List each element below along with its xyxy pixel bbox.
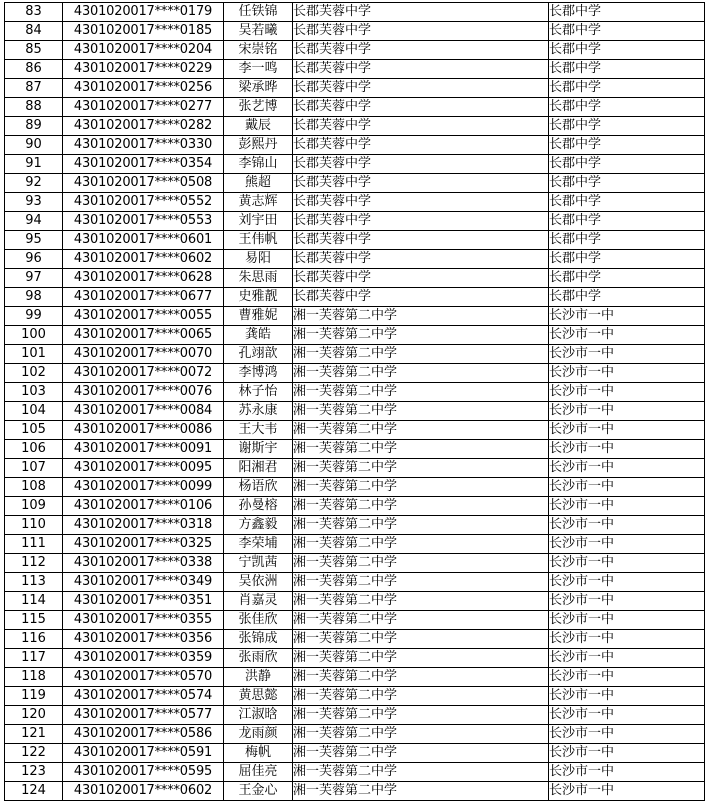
school-cell: 长郡中学 [549,174,705,193]
exam-site-cell: 湘一芙蓉第二中学 [293,668,549,687]
school-cell: 长沙市一中 [549,630,705,649]
row-number-cell: 86 [5,60,63,79]
table-row [5,345,705,364]
exam-site-cell: 长郡芙蓉中学 [293,193,549,212]
exam-site-cell: 湘一芙蓉第二中学 [293,630,549,649]
row-number-cell: 121 [5,725,63,744]
exam-id-cell: 4301020017****0091 [63,440,224,459]
table-row [5,41,705,60]
student-name-cell: 龙雨颜 [224,725,293,744]
exam-id-cell: 4301020017****0356 [63,630,224,649]
exam-id-cell: 4301020017****0602 [63,782,224,801]
table-row [5,497,705,516]
exam-site-cell: 长郡芙蓉中学 [293,22,549,41]
table-row [5,212,705,231]
exam-site-cell: 长郡芙蓉中学 [293,288,549,307]
student-name-cell: 宁凯茜 [224,554,293,573]
table-row [5,440,705,459]
exam-id-cell: 4301020017****0354 [63,155,224,174]
table-row [5,763,705,782]
student-name-cell: 朱思雨 [224,269,293,288]
row-number-cell: 91 [5,155,63,174]
row-number-cell: 84 [5,22,63,41]
student-name-cell: 宋崇铭 [224,41,293,60]
exam-id-cell: 4301020017****0602 [63,250,224,269]
exam-id-cell: 4301020017****0185 [63,22,224,41]
student-name-cell: 肖嘉灵 [224,592,293,611]
school-cell: 长郡中学 [549,193,705,212]
row-number-cell: 107 [5,459,63,478]
table-row [5,668,705,687]
student-name-cell: 江淑晗 [224,706,293,725]
table-row [5,782,705,801]
exam-id-cell: 4301020017****0351 [63,592,224,611]
exam-site-cell: 湘一芙蓉第二中学 [293,497,549,516]
row-number-cell: 115 [5,611,63,630]
row-number-cell: 111 [5,535,63,554]
exam-site-cell: 湘一芙蓉第二中学 [293,535,549,554]
exam-id-cell: 4301020017****0055 [63,307,224,326]
student-name-cell: 李博鸿 [224,364,293,383]
row-number-cell: 99 [5,307,63,326]
row-number-cell: 83 [5,3,63,22]
exam-id-cell: 4301020017****0065 [63,326,224,345]
school-cell: 长沙市一中 [549,402,705,421]
table-row [5,98,705,117]
school-cell: 长郡中学 [549,136,705,155]
exam-id-cell: 4301020017****0179 [63,3,224,22]
table-row [5,174,705,193]
school-cell: 长沙市一中 [549,554,705,573]
row-number-cell: 110 [5,516,63,535]
school-cell: 长沙市一中 [549,516,705,535]
student-name-cell: 张佳欣 [224,611,293,630]
exam-id-cell: 4301020017****0349 [63,573,224,592]
table-row [5,516,705,535]
student-name-cell: 屈佳亮 [224,763,293,782]
school-cell: 长沙市一中 [549,706,705,725]
school-cell: 长沙市一中 [549,345,705,364]
row-number-cell: 89 [5,117,63,136]
row-number-cell: 94 [5,212,63,231]
student-name-cell: 李荣埔 [224,535,293,554]
row-number-cell: 118 [5,668,63,687]
exam-id-cell: 4301020017****0084 [63,402,224,421]
row-number-cell: 109 [5,497,63,516]
row-number-cell: 120 [5,706,63,725]
student-name-cell: 任铁锦 [224,3,293,22]
exam-id-cell: 4301020017****0204 [63,41,224,60]
table-row [5,326,705,345]
school-cell: 长沙市一中 [549,497,705,516]
row-number-cell: 102 [5,364,63,383]
exam-id-cell: 4301020017****0330 [63,136,224,155]
school-cell: 长郡中学 [549,212,705,231]
exam-id-cell: 4301020017****0338 [63,554,224,573]
table-row [5,136,705,155]
table-row [5,3,705,22]
row-number-cell: 96 [5,250,63,269]
school-cell: 长郡中学 [549,3,705,22]
student-name-cell: 杨语欣 [224,478,293,497]
school-cell: 长沙市一中 [549,592,705,611]
table-row [5,22,705,41]
row-number-cell: 101 [5,345,63,364]
exam-id-cell: 4301020017****0570 [63,668,224,687]
student-name-cell: 洪静 [224,668,293,687]
school-cell: 长郡中学 [549,60,705,79]
student-name-cell: 史雅靓 [224,288,293,307]
exam-site-cell: 湘一芙蓉第二中学 [293,478,549,497]
school-cell: 长郡中学 [549,22,705,41]
row-number-cell: 117 [5,649,63,668]
row-number-cell: 97 [5,269,63,288]
student-name-cell: 王金心 [224,782,293,801]
student-name-cell: 彭熙丹 [224,136,293,155]
student-name-cell: 戴辰 [224,117,293,136]
school-cell: 长沙市一中 [549,611,705,630]
student-name-cell: 林子怡 [224,383,293,402]
exam-id-cell: 4301020017****0552 [63,193,224,212]
exam-site-cell: 湘一芙蓉第二中学 [293,782,549,801]
row-number-cell: 95 [5,231,63,250]
school-cell: 长沙市一中 [549,573,705,592]
exam-site-cell: 湘一芙蓉第二中学 [293,573,549,592]
exam-id-cell: 4301020017****0099 [63,478,224,497]
exam-site-cell: 长郡芙蓉中学 [293,79,549,98]
school-cell: 长郡中学 [549,231,705,250]
school-cell: 长郡中学 [549,79,705,98]
row-number-cell: 93 [5,193,63,212]
row-number-cell: 119 [5,687,63,706]
student-name-cell: 苏永康 [224,402,293,421]
table-row [5,630,705,649]
table-row [5,364,705,383]
exam-id-cell: 4301020017****0076 [63,383,224,402]
exam-site-cell: 湘一芙蓉第二中学 [293,687,549,706]
exam-id-cell: 4301020017****0277 [63,98,224,117]
exam-site-cell: 湘一芙蓉第二中学 [293,402,549,421]
exam-site-cell: 湘一芙蓉第二中学 [293,649,549,668]
student-name-cell: 方鑫毅 [224,516,293,535]
student-name-cell: 阳湘君 [224,459,293,478]
exam-id-cell: 4301020017****0595 [63,763,224,782]
student-name-cell: 梅帆 [224,744,293,763]
exam-site-cell: 湘一芙蓉第二中学 [293,364,549,383]
table-row [5,611,705,630]
school-cell: 长郡中学 [549,41,705,60]
student-name-cell: 刘宇田 [224,212,293,231]
exam-site-cell: 长郡芙蓉中学 [293,41,549,60]
row-number-cell: 116 [5,630,63,649]
student-name-cell: 梁承晔 [224,79,293,98]
school-cell: 长郡中学 [549,269,705,288]
row-number-cell: 90 [5,136,63,155]
student-name-cell: 王伟帆 [224,231,293,250]
table-row [5,117,705,136]
exam-site-cell: 湘一芙蓉第二中学 [293,326,549,345]
exam-id-cell: 4301020017****0553 [63,212,224,231]
exam-site-cell: 湘一芙蓉第二中学 [293,307,549,326]
table-row [5,687,705,706]
exam-id-cell: 4301020017****0355 [63,611,224,630]
student-name-cell: 黄思懿 [224,687,293,706]
school-cell: 长沙市一中 [549,763,705,782]
exam-site-cell: 湘一芙蓉第二中学 [293,592,549,611]
school-cell: 长沙市一中 [549,535,705,554]
table-row [5,554,705,573]
row-number-cell: 103 [5,383,63,402]
exam-id-cell: 4301020017****0325 [63,535,224,554]
row-number-cell: 98 [5,288,63,307]
row-number-cell: 105 [5,421,63,440]
row-number-cell: 122 [5,744,63,763]
exam-site-cell: 湘一芙蓉第二中学 [293,516,549,535]
student-name-cell: 熊超 [224,174,293,193]
exam-site-cell: 湘一芙蓉第二中学 [293,459,549,478]
exam-site-cell: 长郡芙蓉中学 [293,269,549,288]
table-row [5,60,705,79]
exam-id-cell: 4301020017****0086 [63,421,224,440]
exam-site-cell: 长郡芙蓉中学 [293,155,549,174]
student-name-cell: 张雨欣 [224,649,293,668]
exam-site-cell: 长郡芙蓉中学 [293,117,549,136]
school-cell: 长郡中学 [549,98,705,117]
exam-id-cell: 4301020017****0586 [63,725,224,744]
exam-id-cell: 4301020017****0282 [63,117,224,136]
exam-id-cell: 4301020017****0577 [63,706,224,725]
table-row [5,383,705,402]
row-number-cell: 85 [5,41,63,60]
student-name-cell: 孔翊歆 [224,345,293,364]
table-row [5,706,705,725]
exam-id-cell: 4301020017****0359 [63,649,224,668]
table-row [5,402,705,421]
school-cell: 长郡中学 [549,117,705,136]
student-name-cell: 李一鸣 [224,60,293,79]
school-cell: 长沙市一中 [549,687,705,706]
table-row [5,573,705,592]
school-cell: 长沙市一中 [549,668,705,687]
school-cell: 长沙市一中 [549,478,705,497]
student-name-cell: 吴依洲 [224,573,293,592]
school-cell: 长沙市一中 [549,421,705,440]
table-row [5,649,705,668]
exam-site-cell: 湘一芙蓉第二中学 [293,440,549,459]
exam-id-cell: 4301020017****0574 [63,687,224,706]
student-name-cell: 孙曼榕 [224,497,293,516]
row-number-cell: 114 [5,592,63,611]
row-number-cell: 123 [5,763,63,782]
student-name-cell: 黄志辉 [224,193,293,212]
school-cell: 长沙市一中 [549,440,705,459]
table-row [5,725,705,744]
exam-site-cell: 湘一芙蓉第二中学 [293,554,549,573]
exam-id-cell: 4301020017****0318 [63,516,224,535]
school-cell: 长沙市一中 [549,744,705,763]
row-number-cell: 104 [5,402,63,421]
row-number-cell: 108 [5,478,63,497]
row-number-cell: 113 [5,573,63,592]
exam-id-cell: 4301020017****0070 [63,345,224,364]
table-row [5,79,705,98]
school-cell: 长沙市一中 [549,364,705,383]
exam-site-cell: 湘一芙蓉第二中学 [293,706,549,725]
table-row [5,478,705,497]
student-name-cell: 张锦成 [224,630,293,649]
exam-id-cell: 4301020017****0508 [63,174,224,193]
table-row [5,535,705,554]
table-row [5,269,705,288]
row-number-cell: 100 [5,326,63,345]
exam-site-cell: 长郡芙蓉中学 [293,3,549,22]
exam-site-cell: 长郡芙蓉中学 [293,250,549,269]
exam-site-cell: 长郡芙蓉中学 [293,98,549,117]
table-body [5,3,705,801]
school-cell: 长沙市一中 [549,782,705,801]
exam-site-cell: 湘一芙蓉第二中学 [293,725,549,744]
table-row [5,592,705,611]
school-cell: 长郡中学 [549,155,705,174]
row-number-cell: 106 [5,440,63,459]
exam-site-cell: 长郡芙蓉中学 [293,231,549,250]
row-number-cell: 124 [5,782,63,801]
student-name-cell: 吴若曦 [224,22,293,41]
table-row [5,744,705,763]
student-list-table [4,2,705,801]
exam-id-cell: 4301020017****0095 [63,459,224,478]
student-name-cell: 张艺博 [224,98,293,117]
table-row [5,155,705,174]
table-row [5,421,705,440]
school-cell: 长沙市一中 [549,307,705,326]
table-row [5,193,705,212]
row-number-cell: 88 [5,98,63,117]
exam-site-cell: 长郡芙蓉中学 [293,60,549,79]
student-name-cell: 王大韦 [224,421,293,440]
exam-id-cell: 4301020017****0591 [63,744,224,763]
exam-id-cell: 4301020017****0677 [63,288,224,307]
row-number-cell: 92 [5,174,63,193]
student-name-cell: 龚皓 [224,326,293,345]
row-number-cell: 87 [5,79,63,98]
exam-id-cell: 4301020017****0229 [63,60,224,79]
exam-site-cell: 湘一芙蓉第二中学 [293,345,549,364]
exam-site-cell: 长郡芙蓉中学 [293,136,549,155]
school-cell: 长郡中学 [549,250,705,269]
table-row [5,288,705,307]
table-row [5,231,705,250]
school-cell: 长沙市一中 [549,725,705,744]
student-name-cell: 谢斯宇 [224,440,293,459]
student-name-cell: 曹雅妮 [224,307,293,326]
school-cell: 长沙市一中 [549,649,705,668]
school-cell: 长沙市一中 [549,383,705,402]
exam-site-cell: 湘一芙蓉第二中学 [293,611,549,630]
table-row [5,250,705,269]
exam-site-cell: 湘一芙蓉第二中学 [293,744,549,763]
exam-site-cell: 湘一芙蓉第二中学 [293,421,549,440]
exam-site-cell: 湘一芙蓉第二中学 [293,383,549,402]
exam-id-cell: 4301020017****0072 [63,364,224,383]
exam-id-cell: 4301020017****0256 [63,79,224,98]
exam-site-cell: 湘一芙蓉第二中学 [293,763,549,782]
row-number-cell: 112 [5,554,63,573]
exam-id-cell: 4301020017****0601 [63,231,224,250]
exam-id-cell: 4301020017****0106 [63,497,224,516]
table-row [5,459,705,478]
school-cell: 长沙市一中 [549,326,705,345]
student-name-cell: 易阳 [224,250,293,269]
exam-id-cell: 4301020017****0628 [63,269,224,288]
school-cell: 长郡中学 [549,288,705,307]
exam-site-cell: 长郡芙蓉中学 [293,174,549,193]
exam-site-cell: 长郡芙蓉中学 [293,212,549,231]
student-name-cell: 李锦山 [224,155,293,174]
table-row [5,307,705,326]
school-cell: 长沙市一中 [549,459,705,478]
